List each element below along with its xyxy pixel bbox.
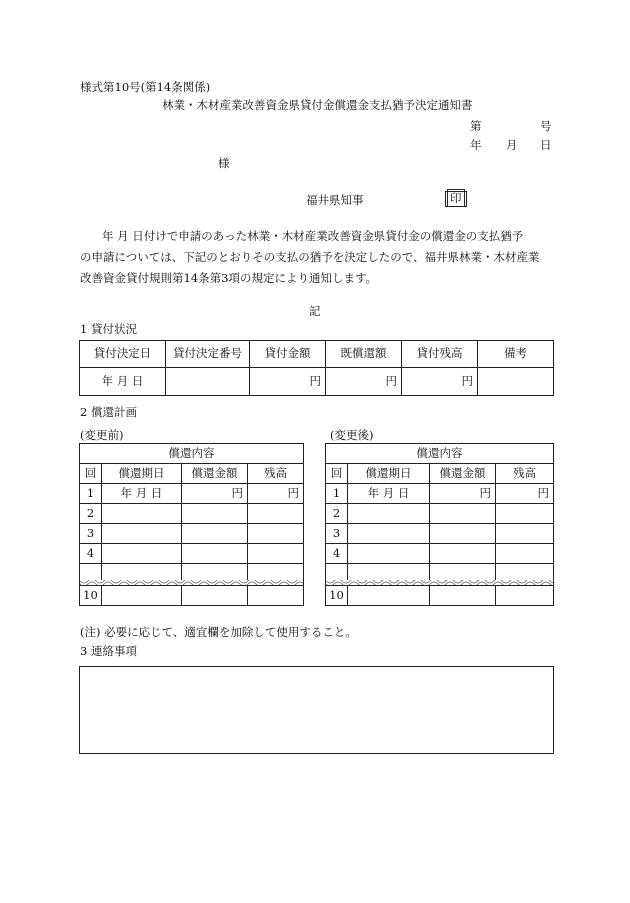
col-header-row-before xyxy=(80,464,304,484)
form-number: 様式第10号(第14条関係) xyxy=(80,80,211,94)
table-row xyxy=(326,586,554,606)
col-kai: 回 xyxy=(326,464,348,484)
table-row xyxy=(80,524,304,544)
row-number: 10 xyxy=(326,586,348,606)
row-number: 2 xyxy=(326,504,348,524)
wavy-break-line xyxy=(326,580,554,586)
col-header-row-after xyxy=(326,464,554,484)
doc-number-prefix: 第 xyxy=(470,119,482,133)
table-row xyxy=(80,504,304,524)
table-row xyxy=(80,484,304,504)
balance-cell: 円 xyxy=(496,484,554,504)
date-month: 月 xyxy=(506,138,518,152)
wavy-break-line xyxy=(326,580,554,586)
doc-number-suffix: 号 xyxy=(540,119,552,133)
ki-marker: 記 xyxy=(309,304,321,318)
section2-heading: 2 償還計画 xyxy=(80,405,137,419)
header-loan-decision-date: 貸付決定日 xyxy=(80,341,166,368)
repayment-plan-after-table xyxy=(325,443,554,606)
before-change-label: (変更前) xyxy=(80,428,124,442)
row-number: 3 xyxy=(80,524,102,544)
col-amount: 償還金額 xyxy=(182,464,248,484)
body-paragraph xyxy=(80,226,560,289)
loan-status-row xyxy=(80,368,554,396)
repaid-amount-cell: 円 xyxy=(326,368,402,396)
wavy-break-line xyxy=(80,580,304,586)
row-number: 4 xyxy=(326,544,348,564)
loan-decision-date-cell: 年 月 日 xyxy=(80,368,166,396)
repayment-plan-before-table xyxy=(79,443,304,606)
loan-balance-cell: 円 xyxy=(402,368,478,396)
body-line-2: の申請については、下記のとおりその支払の猶予を決定したので、福井県林業・木材産業 xyxy=(80,250,540,264)
col-balance: 残高 xyxy=(248,464,304,484)
amount-cell: 円 xyxy=(182,484,248,504)
addressee-honorific: 様 xyxy=(218,156,230,170)
loan-status-table xyxy=(79,340,554,396)
table-row xyxy=(326,524,554,544)
date-year: 年 xyxy=(470,138,482,152)
col-amount: 償還金額 xyxy=(430,464,496,484)
contact-matters-box xyxy=(79,666,554,754)
section1-heading: 1 貸付状況 xyxy=(80,322,137,336)
due-date-cell: 年 月 日 xyxy=(348,484,430,504)
official-seal: 印 xyxy=(445,191,467,207)
table-omission-break xyxy=(80,564,304,580)
wavy-break-line xyxy=(80,580,304,586)
loan-status-header-row xyxy=(80,341,554,368)
col-balance: 残高 xyxy=(496,464,554,484)
row-number: 4 xyxy=(80,544,102,564)
table-row xyxy=(326,544,554,564)
table-row xyxy=(326,504,554,524)
row-number: 1 xyxy=(326,484,348,504)
header-loan-amount: 貸付金額 xyxy=(250,341,326,368)
balance-cell: 円 xyxy=(248,484,304,504)
col-due-date: 償還期日 xyxy=(102,464,182,484)
row-number: 2 xyxy=(80,504,102,524)
remarks-cell xyxy=(478,368,554,396)
loan-amount-cell: 円 xyxy=(250,368,326,396)
row-number: 10 xyxy=(80,586,102,606)
header-loan-decision-number: 貸付決定番号 xyxy=(166,341,250,368)
date-day: 日 xyxy=(540,138,552,152)
row-number: 1 xyxy=(80,484,102,504)
header-remarks: 備考 xyxy=(478,341,554,368)
table-row xyxy=(80,544,304,564)
table-row xyxy=(80,586,304,606)
group-header-after: 償還内容 xyxy=(326,444,554,464)
body-line-3: 改善資金貸付規則第14条第3項の規定により通知します。 xyxy=(80,271,378,285)
table-omission-break xyxy=(326,564,554,580)
amount-cell: 円 xyxy=(430,484,496,504)
body-line-1: 年 月 日付けで申請のあった林業・木材産業改善資金県貸付金の償還金の支払猶予 xyxy=(102,229,524,243)
col-kai: 回 xyxy=(80,464,102,484)
header-repaid-amount: 既償還額 xyxy=(326,341,402,368)
after-change-label: (変更後) xyxy=(330,428,374,442)
loan-decision-number-cell xyxy=(166,368,250,396)
row-number: 3 xyxy=(326,524,348,544)
issuer-name: 福井県知事 xyxy=(306,193,364,207)
group-header-before: 償還内容 xyxy=(80,444,304,464)
col-due-date: 償還期日 xyxy=(348,464,430,484)
header-loan-balance: 貸付残高 xyxy=(402,341,478,368)
section2-note: (注) 必要に応じて、適宜欄を加除して使用すること。 xyxy=(80,625,357,639)
due-date-cell: 年 月 日 xyxy=(102,484,182,504)
section3-heading: 3 連絡事項 xyxy=(80,644,137,658)
table-row xyxy=(326,484,554,504)
document-title: 林業・木材産業改善資金県貸付金償還金支払猶予決定通知書 xyxy=(162,98,473,112)
